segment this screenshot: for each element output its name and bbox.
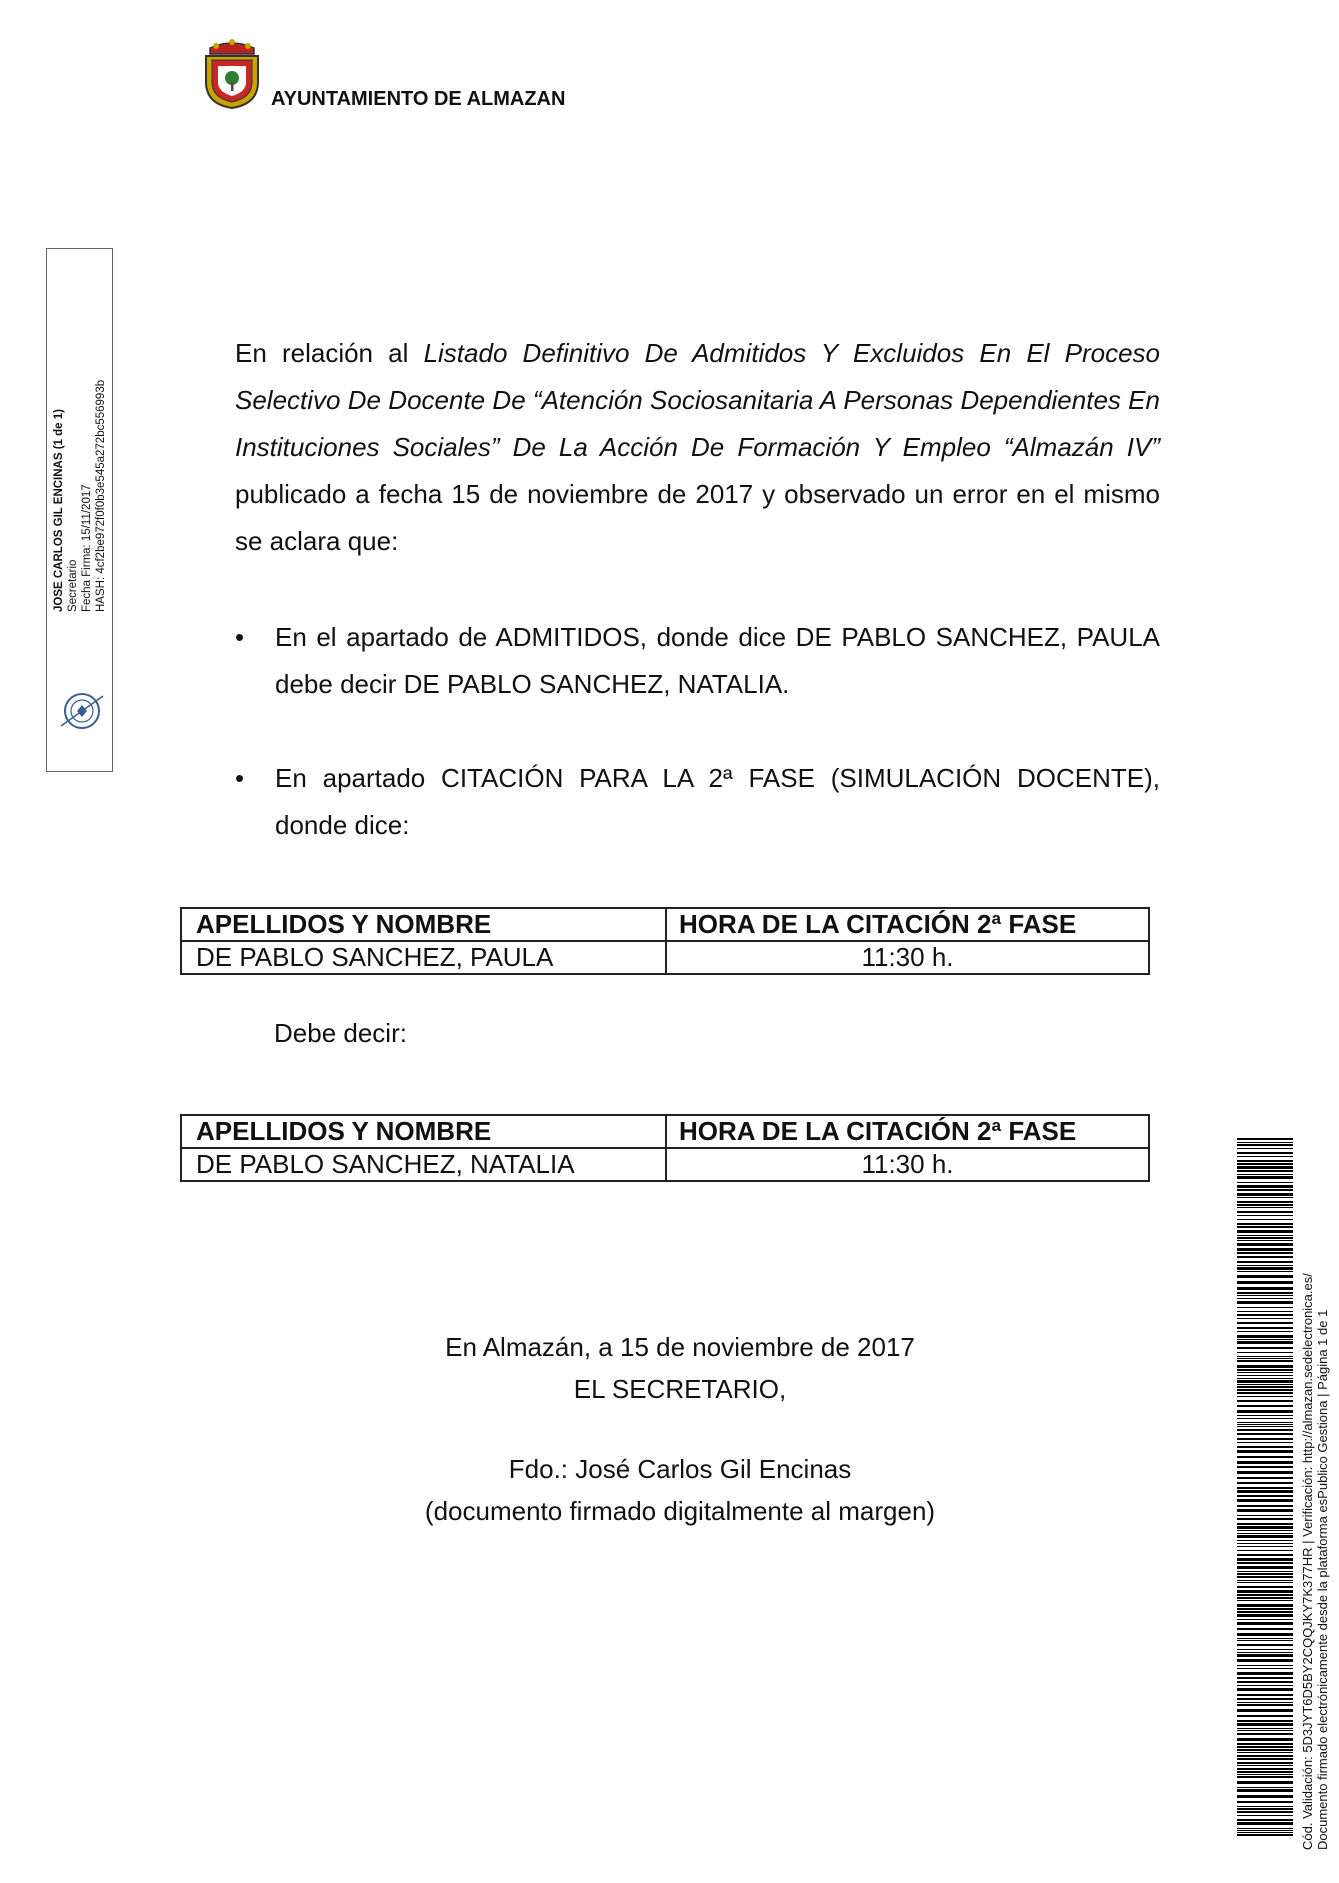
signer-title: EL SECRETARIO, <box>573 1374 787 1404</box>
column-header-time: HORA DE LA CITACIÓN 2ª FASE <box>666 908 1149 941</box>
cell-name: DE PABLO SANCHEZ, NATALIA <box>181 1148 666 1181</box>
closing-block <box>300 1326 1060 1532</box>
intro-list-title: Listado Definitivo De Admitidos Y Excluidos En El Proceso Selectivo De Docente De “Atención Sociosanitaria A Personas Dependientes En Instituciones Sociales” De La Acción De Formación Y Empleo “Almazán IV” <box>235 338 1160 462</box>
signature-info <box>52 332 108 612</box>
table-row <box>181 941 1149 974</box>
bullet-text: En apartado CITACIÓN PARA LA 2ª FASE (SIMULACIÓN DOCENTE), donde dice: <box>275 763 1160 840</box>
bullet-icon: • <box>235 763 245 793</box>
organization-name: AYUNTAMIENTO DE ALMAZAN <box>271 88 566 110</box>
validation-code: Cód. Validación: 5D3JYT6D5BY2CQQJKY7K377HR | Verificación: http://almazan.sedelectronica.es/ <box>1300 1273 1315 1850</box>
signer-role: Secretario <box>67 559 79 612</box>
signature-date: Fecha Firma: 15/11/2017 <box>81 484 93 612</box>
column-header-name: APELLIDOS Y NOMBRE <box>181 908 666 941</box>
signature-hash: HASH: 4cf2be972f0f0b3e545a272bc556993b <box>95 379 107 612</box>
cell-time: 11:30 h. <box>666 1148 1149 1181</box>
citation-table-original <box>180 907 1150 975</box>
bullet-item-citation <box>235 755 1160 849</box>
place-date: En Almazán, a 15 de noviembre de 2017 <box>445 1332 915 1362</box>
validation-info <box>1300 1130 1330 1850</box>
table-header-row <box>181 1115 1149 1148</box>
platform-note: Documento firmado electrónicamente desde la plataforma esPublico Gestiona | Página 1 de 1 <box>1315 1309 1330 1850</box>
citation-table-corrected <box>180 1114 1150 1182</box>
intro-text-end: publicado a fecha 15 de noviembre de 2017 y observado un error en el mismo se aclara que: <box>235 479 1160 556</box>
bullet-icon: • <box>235 622 245 652</box>
table-row <box>181 1148 1149 1181</box>
intro-text-start: En relación al <box>235 338 424 368</box>
bullet-item-admitted <box>235 614 1160 708</box>
barcode-icon <box>1237 1138 1293 1838</box>
column-header-name: APELLIDOS Y NOMBRE <box>181 1115 666 1148</box>
cell-time: 11:30 h. <box>666 941 1149 974</box>
signer-name: JOSE CARLOS GIL ENCINAS (1 de 1) <box>53 409 65 612</box>
table-header-row <box>181 908 1149 941</box>
signed-by: Fdo.: José Carlos Gil Encinas <box>508 1454 852 1484</box>
signature-note: (documento firmado digitalmente al margen) <box>424 1496 936 1526</box>
bullet-text: En el apartado de ADMITIDOS, donde dice DE PABLO SANCHEZ, PAULA debe decir DE PABLO SANCHEZ, NATALIA. <box>275 622 1160 699</box>
should-say-label: Debe decir: <box>274 1018 407 1048</box>
coat-of-arms-icon <box>196 38 268 110</box>
digital-seal-icon <box>57 686 107 736</box>
column-header-time: HORA DE LA CITACIÓN 2ª FASE <box>666 1115 1149 1148</box>
cell-name: DE PABLO SANCHEZ, PAULA <box>181 941 666 974</box>
intro-paragraph <box>235 330 1160 565</box>
